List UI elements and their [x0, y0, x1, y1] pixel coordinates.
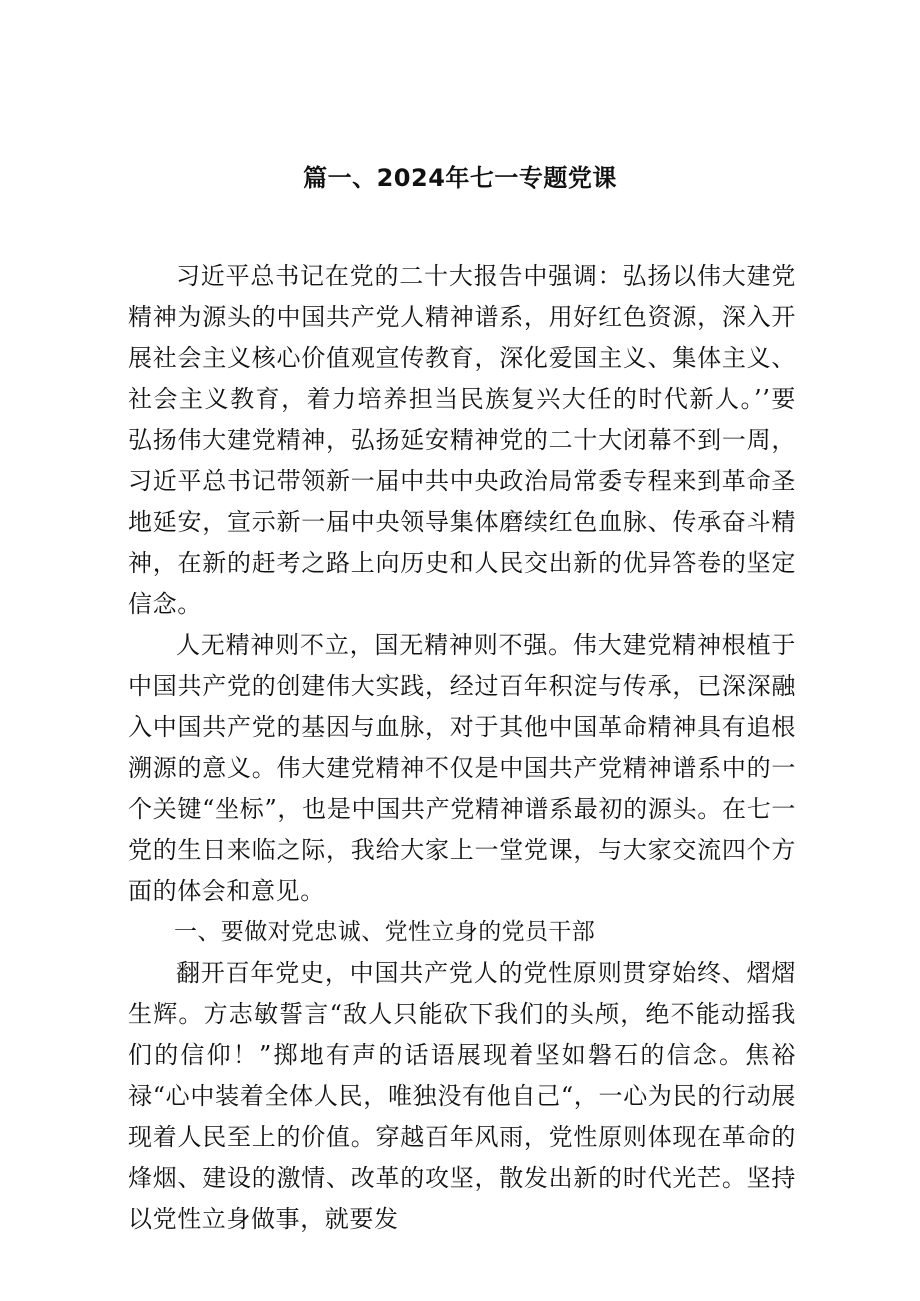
paragraph-1: 习近平总书记在党的二十大报告中强调：弘扬以伟大建党精神为源头的中国共产党人精神谱系，用好红色资源，深入开展社会主义核心价值观宣传教育，深化爱国主义、集体主义、社会主义教育，着力培养担当民族复兴大任的时代新人。’’要弘扬伟大建党精神，弘扬延安精神党的二十大闭幕不到一周，习近平总书记带领新一届中共中央政治局常委专程来到革命圣地延安，宣示新一届中央领导集体磨续红色血脉、传承奋斗精神，在新的赶考之路上向历史和人民交出新的优异答卷的坚定信念。 [128, 262, 796, 618]
document-title: 篇一、2024年七一专题党课 [303, 164, 617, 192]
paragraph-2: 人无精神则不立，国无精神则不强。伟大建党精神根植于中国共产党的创建伟大实践，经过百年积淀与传承，已深深融入中国共产党的基因与血脉，对于其他中国革命精神具有追根溯源的意义。伟大建党精神不仅是中国共产党精神谱系中的一个关键“坐标”，也是中国共产党精神谱系最初的源头。在七一党的生日来临之际，我给大家上一堂党课，与大家交流四个方面的体会和意见。 [128, 631, 796, 905]
section-paragraph: 翻开百年党史，中国共产党人的党性原则贯穿始终、熠熠生辉。方志敏誓言“敌人只能砍下我们的头颅，绝不能动摇我们的信仰！”掷地有声的话语展现着坚如磐石的信念。焦裕禄“心中装着全体人民，唯独没有他自己“，一心为民的行动展现着人民至上的价值。穿越百年风雨，党性原则体现在革命的烽烟、建设的激情、改革的攻坚，散发出新的时代光芒。坚持以党性立身做事，就要发 [128, 959, 796, 1233]
document-body [128, 256, 796, 1240]
section-heading: 一、要做对党忠诚、党性立身的党员干部 [174, 919, 596, 945]
